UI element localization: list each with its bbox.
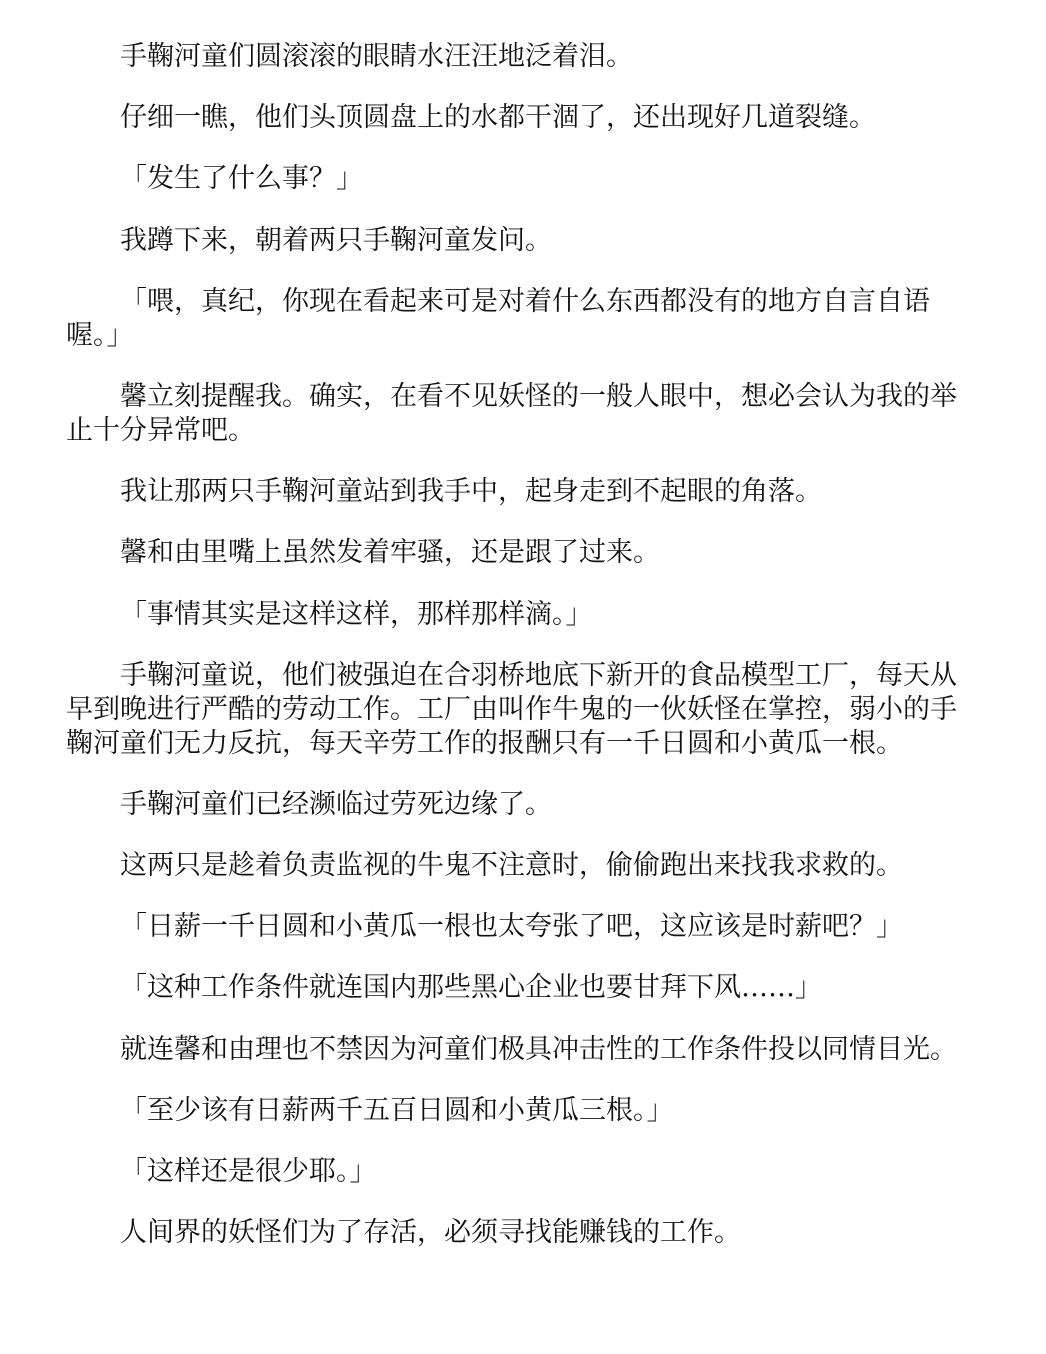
paragraph-1: 手鞠河童们圆滚滚的眼睛水汪汪地泛着泪。	[120, 41, 633, 72]
paragraph-18: 人间界的妖怪们为了存活，必须寻找能赚钱的工作。	[120, 1217, 741, 1249]
paragraph-2: 仔细一瞧，他们头顶圆盘上的水都干涸了，还出现好几道裂缝。	[120, 102, 876, 134]
paragraph-4: 我蹲下来，朝着两只手鞠河童发问。	[120, 224, 552, 256]
paragraph-13: 「日薪一千日圆和小黄瓜一根也太夸张了吧，这应该是时薪吧？」	[120, 911, 903, 943]
paragraph-3: 「发生了什么事？」	[120, 163, 363, 195]
paragraph-11: 手鞠河童们已经濒临过劳死边缘了。	[120, 788, 552, 820]
paragraph-6: 馨立刻提醒我。确实，在看不见妖怪的一般人眼中，想必会认为我的举止十分异常吧。	[66, 380, 957, 446]
paragraph-7: 我让那两只手鞠河童站到我手中，起身走到不起眼的角落。	[120, 476, 822, 508]
paragraph-17: 「这样还是很少耶。」	[120, 1156, 377, 1187]
paragraph-9: 「事情其实是这样这样，那样那样滴。」	[120, 598, 593, 630]
paragraph-16: 「至少该有日薪两千五百日圆和小黄瓜三根。」	[120, 1094, 674, 1126]
paragraph-14: 「这种工作条件就连国内那些黑心企业也要甘拜下风……」	[120, 972, 822, 1004]
paragraph-12: 这两只是趁着负责监视的牛鬼不注意时，偷偷跑出来找我求救的。	[120, 850, 903, 882]
paragraph-15: 就连馨和由理也不禁因为河童们极具冲击性的工作条件投以同情目光。	[120, 1033, 957, 1065]
paragraph-10: 手鞠河童说，他们被强迫在合羽桥地底下新开的食品模型工厂，每天从早到晚进行严酷的劳动工作。工厂由叫作牛鬼的一伙妖怪在掌控，弱小的手鞠河童们无力反抗，每天辛劳工作的报酬只有一千日圆和小黄瓜一根。	[66, 659, 957, 759]
document-page	[66, 40, 976, 1277]
paragraph-8: 馨和由里嘴上虽然发着牢骚，还是跟了过来。	[120, 537, 660, 569]
paragraph-5: 「喂，真纪，你现在看起来可是对着什么东西都没有的地方自言自语喔。」	[66, 285, 930, 351]
